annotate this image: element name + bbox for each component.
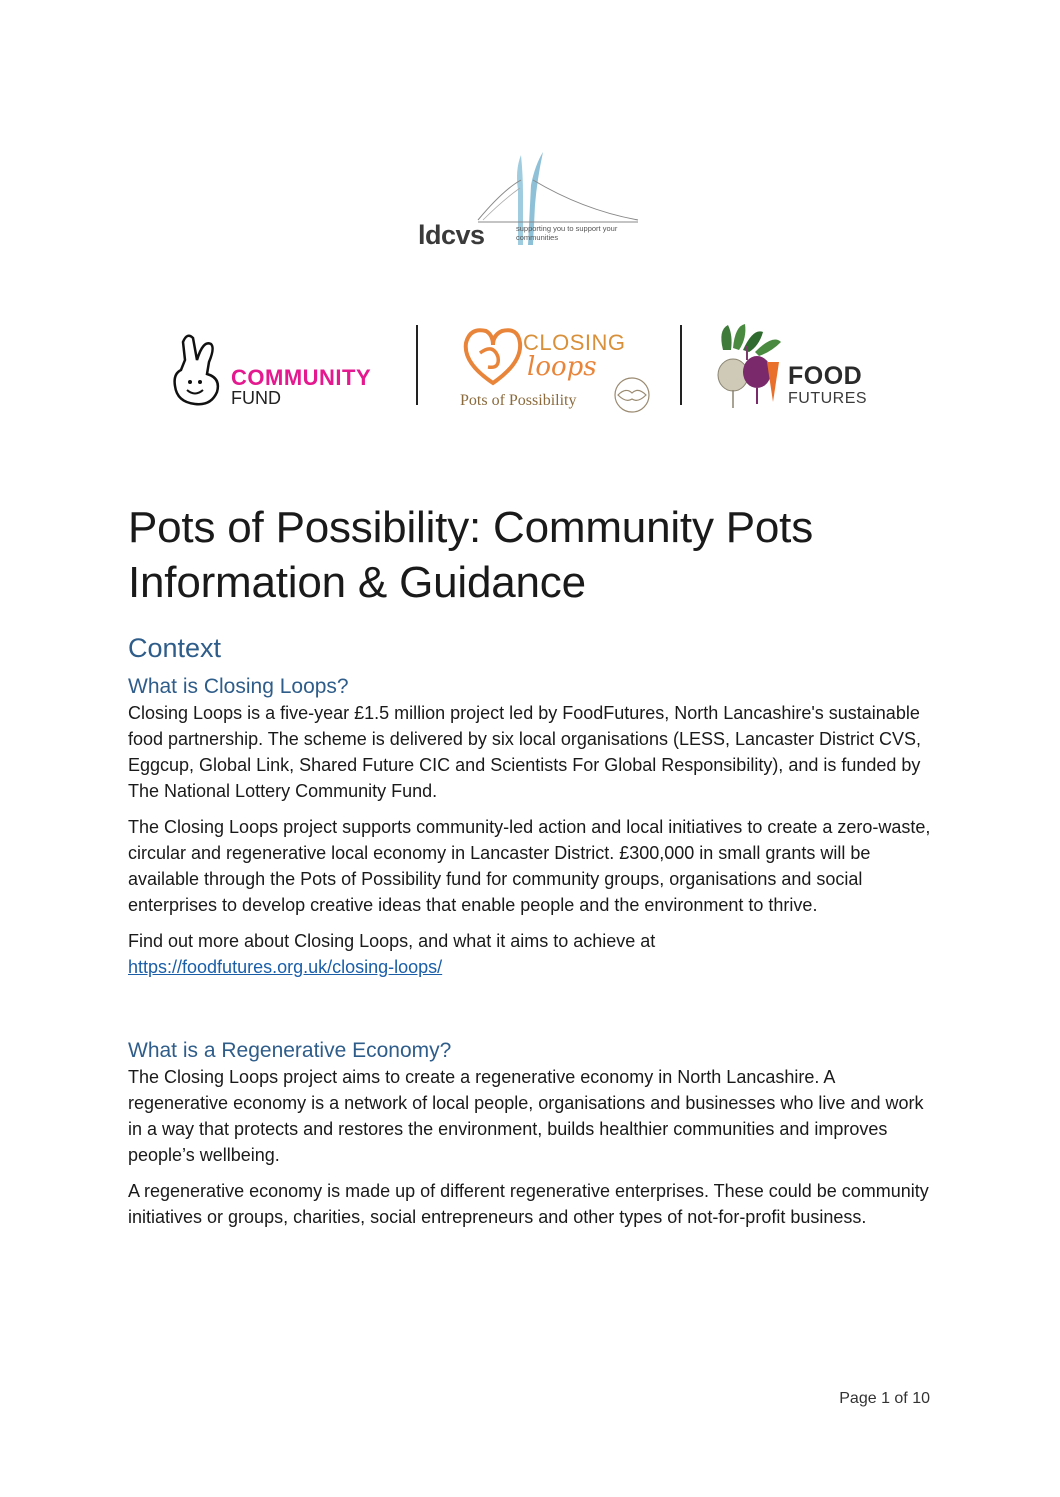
crossed-fingers-icon [165, 330, 229, 410]
ldcvs-logo [418, 150, 643, 255]
closing-loops-logo [455, 320, 665, 420]
paragraph-with-link [128, 928, 933, 980]
partner-logos [160, 320, 890, 420]
document-body [128, 500, 933, 1230]
closing-loops-line1: CLOSING [523, 330, 626, 355]
heart-loop-icon [458, 323, 528, 393]
paragraph: A regenerative economy is made up of different regenerative enterprises. These could be community initiatives or groups, charities, social entrepreneurs and other types of not-for-profit business. [128, 1181, 929, 1227]
paragraph: Closing Loops is a five-year £1.5 million project led by FoodFutures, North Lancashire's sustainable food partnership. The scheme is delivered by six local organisations (LESS, Lancaster District CVS, Eggcup, Global Link, Shared Future CIC and Scientists For Global Responsibility), and is funded by The National Lottery Community Fund. [128, 703, 922, 801]
ldcvs-tagline: supporting you to support your communities [516, 224, 618, 242]
food-futures-line1: FOOD [788, 362, 863, 390]
community-fund-line1: COMMUNITY [231, 365, 372, 390]
paragraph: The Closing Loops project supports community-led action and local initiatives to create a zero-waste, circular and regenerative local economy in Lancaster District. £300,000 in small grants will be available through the Pots of Possibility fund for community groups, organisations and social enterprises to develop creative ideas that enable people and the environment to thrive. [128, 817, 931, 915]
handshake-icon [610, 375, 654, 415]
community-fund-logo [165, 330, 395, 410]
paragraph-text: Find out more about Closing Loops, and what it aims to achieve at [128, 931, 656, 951]
page-number: Page 1 of 10 [839, 1390, 930, 1407]
food-futures-line2: FUTURES [788, 390, 868, 407]
subheading-regenerative-economy: What is a Regenerative Economy? [128, 1039, 452, 1062]
logo-divider [416, 325, 418, 405]
document-title: Pots of Possibility: Community Pots Information & Guidance [128, 503, 814, 607]
closing-loops-line2: loops [527, 352, 597, 382]
section-heading-context: Context [128, 633, 222, 663]
food-futures-logo [713, 320, 893, 420]
paragraph: The Closing Loops project aims to create a regenerative economy in North Lancashire. A regenerative economy is a network of local people, organisations and businesses who live and work in a way that protects and restores the environment, builds healthier communities and improves people’s wellbeing. [128, 1067, 924, 1165]
subheading-closing-loops: What is Closing Loops? [128, 675, 349, 698]
spacer [128, 980, 933, 1028]
vegetables-icon [713, 320, 788, 415]
closing-loops-link[interactable]: https://foodfutures.org.uk/closing-loops/ [128, 957, 443, 977]
community-fund-line2: FUND [231, 388, 281, 408]
logo-divider [680, 325, 682, 405]
ldcvs-wordmark: ldcvs [418, 220, 485, 250]
closing-loops-line3: Pots of Possibility [460, 392, 577, 409]
